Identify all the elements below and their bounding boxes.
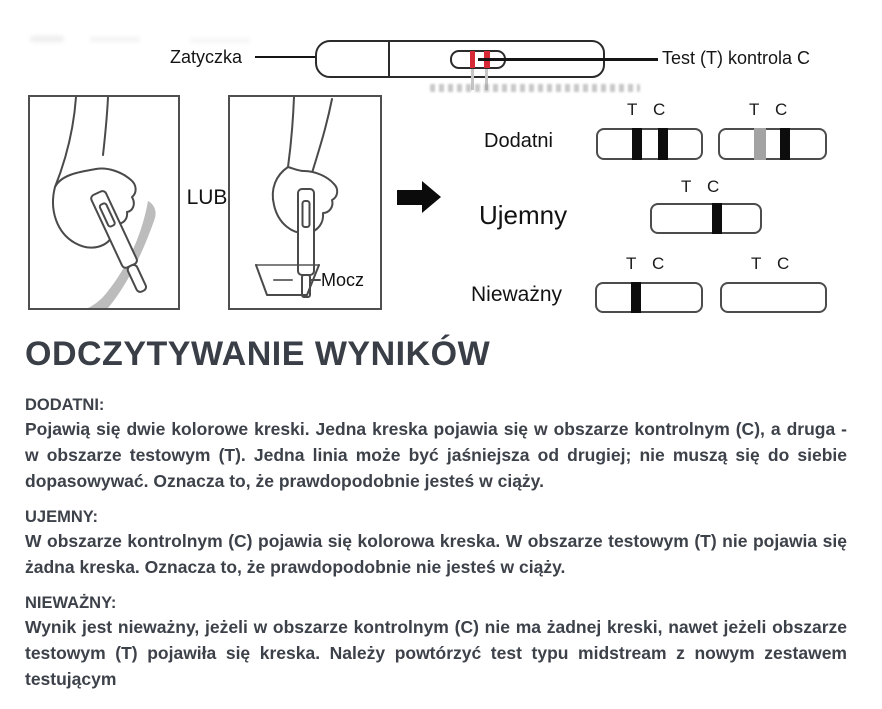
test-pointer-line [478, 58, 658, 61]
strip-control-line [658, 128, 668, 160]
device-cap-divider [388, 41, 390, 77]
result-label-dodatni: Dodatni [484, 130, 553, 152]
test-strip [720, 282, 827, 313]
section-invalid [25, 592, 847, 692]
arrow-icon [397, 190, 422, 205]
c-marker-label: C [653, 100, 666, 119]
test-strip [650, 203, 762, 234]
t-marker-label: T [626, 254, 637, 273]
test-strip [596, 128, 703, 160]
faded-small-print [430, 84, 640, 92]
section-title: DODATNI: [25, 396, 105, 414]
page-title: ODCZYTYWANIE WYNIKÓW [25, 335, 491, 373]
urine-label: Mocz [321, 270, 365, 290]
strip-control-line [712, 203, 722, 234]
strip-test-line [632, 128, 642, 160]
strip-control-line [780, 128, 790, 160]
section-negative [25, 506, 847, 580]
cap-label: Zatyczka [170, 47, 243, 67]
scan-smudge [90, 37, 140, 42]
c-marker-label: C [777, 254, 790, 273]
c-marker-label: C [707, 177, 720, 196]
device-test-line [470, 51, 475, 68]
test-strip [595, 282, 703, 313]
scan-smudge [190, 38, 250, 43]
t-marker-label: T [751, 254, 762, 273]
c-marker-label: C [775, 100, 788, 119]
hand-holding-test-illustration [30, 97, 178, 308]
strip-test-line [754, 128, 766, 160]
arrow-icon [422, 181, 441, 213]
test-strip [718, 128, 827, 160]
section-body: W obszarze kontrolnym (C) pojawia się kolorowa kreska. W obszarze testowym (T) nie pojawia się żadna kreska. Oznacza to, że prawdopodobnie nie jesteś w ciąży. [25, 531, 847, 577]
scan-smudge [30, 36, 64, 42]
t-marker-label: T [749, 100, 760, 119]
test-control-label: Test (T) kontrola C [662, 48, 811, 68]
t-marker-label: T [627, 100, 638, 119]
reading-results-section [25, 334, 847, 704]
result-label-ujemny: Ujemny [479, 200, 568, 230]
c-marker-label: C [652, 254, 665, 273]
t-marker-label: T [681, 177, 692, 196]
section-body: Wynik jest nieważny, jeżeli w obszarze kontrolnym (C) nie ma żadnej kreski, nawet jeżeli obszarze testowym (T) pojawiła się kreska. Należy powtórzyć test typu midstream z nowym zestawem testującym [25, 617, 847, 689]
or-label: LUB [186, 186, 228, 209]
strip-test-line [631, 282, 641, 313]
section-body: Pojawią się dwie kolorowe kreski. Jedna kreska pojawia się w obszarze kontrolnym (C), a druga - w obszarze testowym (T). Jedna linia może być jaśniejsza od drugiej; nie muszą się do siebie dopasowywać. Oznacza to, że prawdopodobnie jesteś w ciąży. [25, 419, 847, 491]
result-label-nieważny: Nieważny [471, 283, 563, 306]
section-title: UJEMNY: [25, 508, 99, 526]
illustration-stream-method [28, 95, 180, 310]
section-positive [25, 394, 847, 494]
section-title: NIEWAŻNY: [25, 594, 117, 612]
